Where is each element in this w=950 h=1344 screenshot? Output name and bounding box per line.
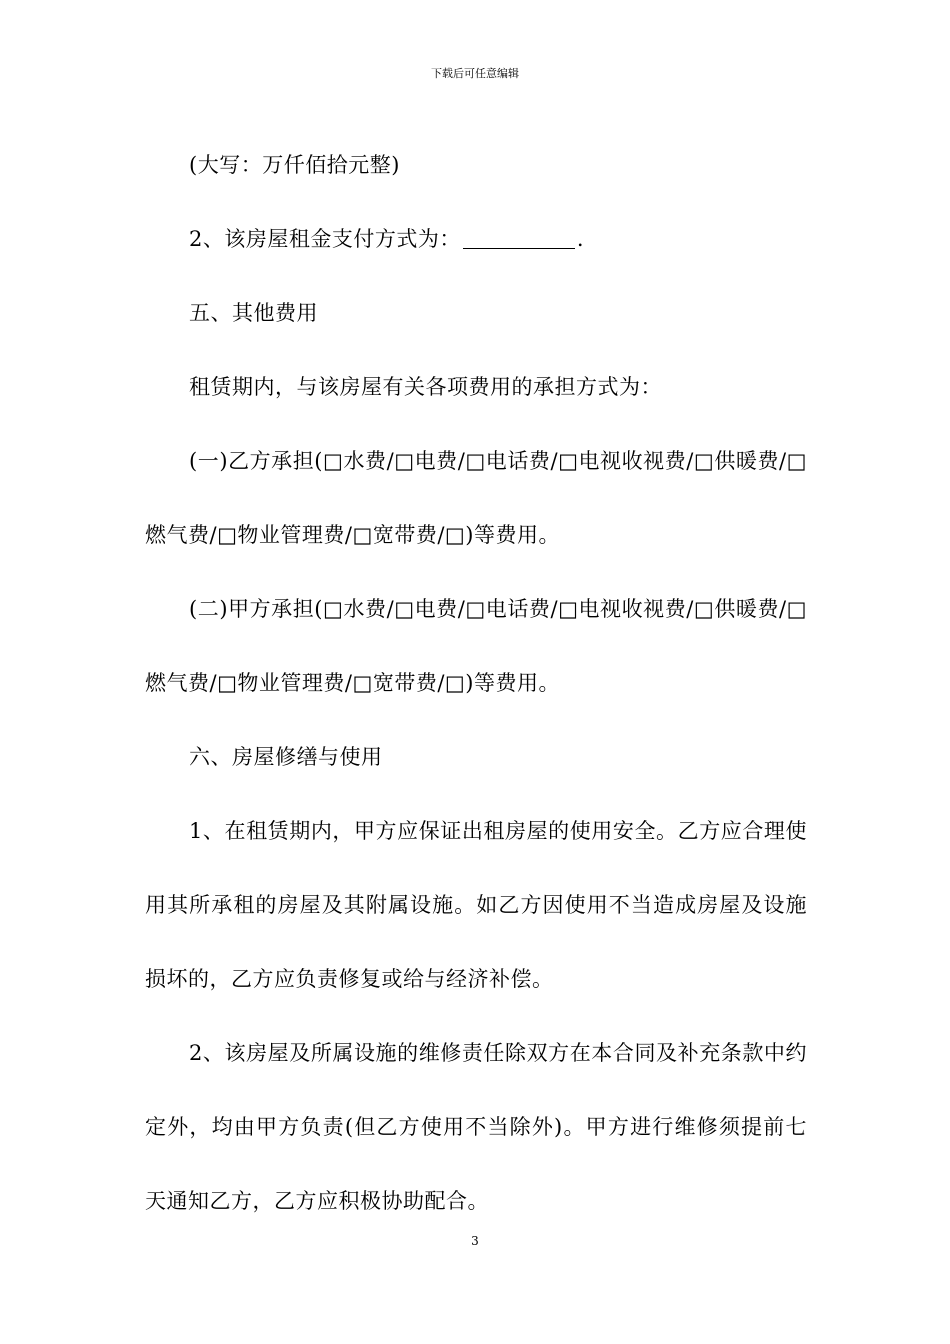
rent-payment-period: . — [576, 227, 585, 251]
payment-method-blank — [463, 228, 575, 249]
paragraph-amount-in-words: (大写：万仟佰拾元整) — [189, 153, 400, 177]
paragraph-party-a-fees: (二)甲方承担(□水费/□电费/□电话费/□电视收视费/□供暖费/□燃气费/□物业管理费/□宽带费/□)等费用。 — [145, 597, 807, 695]
document-body — [145, 128, 807, 1238]
paragraph-safe-use: 1、在租赁期内，甲方应保证出租房屋的使用安全。乙方应合理使用其所承租的房屋及其附属设施。如乙方因使用不当造成房屋及设施损坏的，乙方应负责修复或给与经济补偿。 — [145, 819, 807, 991]
section-heading-other-fees: 五、其他费用 — [189, 301, 318, 325]
section-heading-repair-and-use: 六、房屋修缮与使用 — [189, 745, 383, 769]
paragraph-rent-payment-method — [145, 202, 807, 276]
header-note: 下载后可任意编辑 — [431, 67, 519, 80]
rent-payment-label: 2、该房屋租金支付方式为： — [189, 227, 461, 251]
paragraph-fee-bearing: 租赁期内，与该房屋有关各项费用的承担方式为： — [189, 375, 662, 399]
paragraph-party-b-fees: (一)乙方承担(□水费/□电费/□电话费/□电视收视费/□供暖费/□燃气费/□物业管理费/□宽带费/□)等费用。 — [145, 449, 807, 547]
paragraph-maintenance: 2、该房屋及所属设施的维修责任除双方在本合同及补充条款中约定外，均由甲方负责(但乙方使用不当除外)。甲方进行维修须提前七天通知乙方，乙方应积极协助配合。 — [145, 1041, 807, 1213]
page-number: 3 — [471, 1234, 479, 1248]
